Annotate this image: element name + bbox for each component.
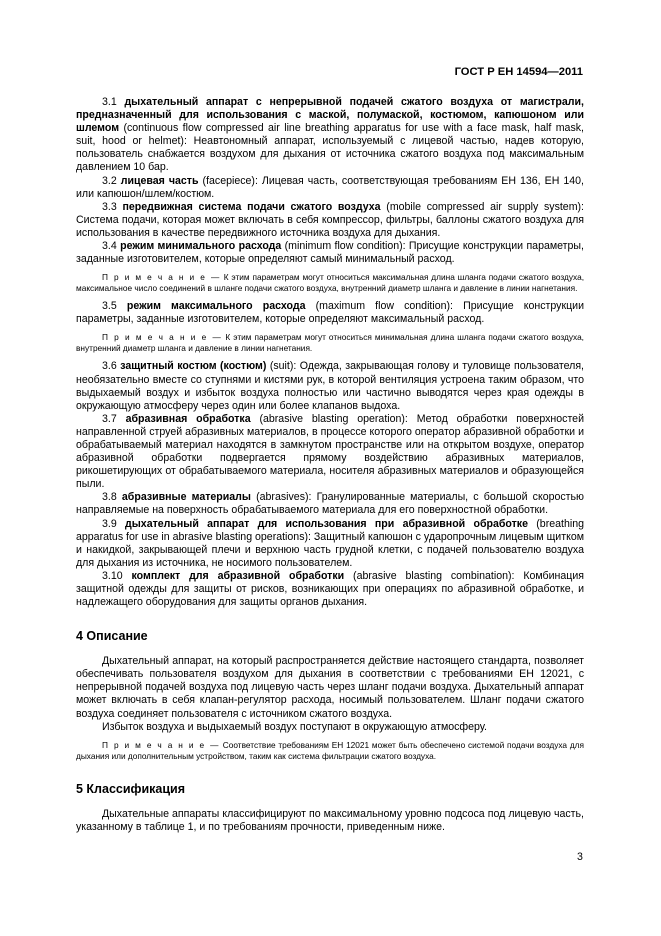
section-4-paragraph-2: Избыток воздуха и выдыхаемый воздух поступают в окружающую атмосферу.	[102, 720, 487, 733]
clause-3-3: 3.3 передвижная система подачи сжатого воздуха (mobile compressed air supply system): Система подачи, которая может включать в себя компрессор, фильтры, баллоны сжатого воздуха для использования в качестве передвижного источника воздуха для дыхания.	[76, 200, 584, 239]
term: передвижная система подачи сжатого воздуха	[122, 200, 381, 213]
term: дыхательный аппарат для использования при абразивной обработке	[125, 517, 528, 530]
clause-3-2: 3.2 лицевая часть (facepiece): Лицевая часть, соответствующая требованиям ЕН 136, ЕН 140, или капюшон/шлем/костюм.	[76, 174, 584, 200]
note-3-4: П р и м е ч а н и е — К этим параметрам могут относиться максимальная длина шланга подачи сжатого воздуха, максимальное число соединений в шланге подачи сжатого воздуха, внутренний диаметр шланга и давление в линии нагнетания.	[76, 272, 585, 294]
term: абразивные материалы	[121, 491, 251, 504]
clause-3-7: 3.7 абразивная обработка (abrasive blasting operation): Метод обработки поверхностей направленной струей абразивных материалов, в процессе которого оператор абразивной обработки и обрабатываемый материал находятся в замкнутом пространстве или на открытом воздухе, оператор абразивной обработки подвергается прямому воздействию абразивных материалов, рикошетирующих от обрабатываемого материала, носителя абразивных материалов и образующейся пыли.	[76, 412, 584, 491]
term: защитный костюм (костюм)	[120, 360, 267, 373]
note-4: П р и м е ч а н и е — Соответствие требованиям ЕН 12021 может быть обеспечено системой подачи воздуха для дыхания или дополнительным устройством, таким как система фильтрации сжатого воздуха.	[76, 739, 584, 761]
clause-3-8: 3.8 абразивные материалы (abrasives): Гранулированные материалы, с большой скоростью направляемые на поверхность обрабатываемого материала для его поверхностной обработки.	[76, 491, 584, 517]
clause-3-10: 3.10 комплект для абразивной обработки (abrasive blasting combination): Комбинация защитной одежды для защиты от рисков, возникающих при операциях по абразивной обработке, и надлежащего оборудования для защиты органов дыхания.	[76, 569, 584, 609]
term: режим максимального расхода	[126, 300, 306, 313]
document-body	[76, 96, 584, 834]
term: абразивная обработка	[125, 412, 251, 425]
clause-3-5: 3.5 режим максимального расхода (maximum flow condition): Присущие конструкции параметры, заданные изготовителем, которые определяют максимальный расход.	[76, 300, 584, 326]
section-5-paragraph-1: Дыхательные аппараты классифицируют по максимальному уровню подсоса под лицевую часть, указанному в таблице 1, и по требованиям прочности, приведенным ниже.	[76, 807, 584, 833]
term: дыхательный аппарат с непрерывной подачей сжатого воздуха от магистрали, предназначенный для использования с маской, полумаской, костюмом, капюшоном или шлемом	[76, 96, 584, 135]
term: комплект для абразивной обработки	[131, 569, 345, 582]
term: лицевая часть	[120, 174, 199, 187]
section-4-title: 4 Описание	[76, 629, 148, 644]
clause-3-1: 3.1 дыхательный аппарат с непрерывной подачей сжатого воздуха от магистрали, предназначенный для использования с маской, полумаской, костюмом, капюшоном или шлемом (continuous flow compressed air line breathing apparatus for use with a face mask, half mask, suit, hood or helmet): Неавтономный аппарат, используемый с лицевой частью, надев которую, пользователь снабжается воздухом для дыхания от источника сжатого воздуха под максимальным давлением 10 бар.	[76, 96, 584, 174]
document-header: ГОСТ Р ЕН 14594—2011	[454, 66, 583, 78]
section-5-title: 5 Классификация	[76, 781, 186, 796]
clause-3-6: 3.6 защитный костюм (костюм) (suit): Одежда, закрывающая голову и туловище пользователя, необязательно вместе со ступнями и кистями рук, в которой вентиляция устроена таким образом, что выдыхаемый воздух и избыток воздуха полностью или частично выводятся через края одежды в окружающую атмосферу через один или более клапанов выдоха.	[76, 360, 585, 412]
note-3-5: П р и м е ч а н и е — К этим параметрам могут относиться минимальная длина шланга подачи сжатого воздуха, внутренний диаметр шланга и давление в линии нагнетания.	[76, 332, 584, 354]
clause-3-4: 3.4 режим минимального расхода (minimum flow condition): Присущие конструкции параметры, заданные изготовителем, которые определяют самый минимальный расход.	[76, 240, 584, 266]
section-4-paragraph-1: Дыхательный аппарат, на который распространяется действие настоящего стандарта, позволяет обеспечивать пользователя воздухом для дыхания в соответствии с требованиями ЕН 12021, с непрерывной подачей воздуха под лицевую часть через шланг подачи воздуха. Дыхательный аппарат может включать в себя клапан-регулятор расхода, носимый пользователем. Шланг подачи сжатого воздуха соединяет пользователя с источником сжатого воздуха.	[76, 655, 584, 720]
term: режим минимального расхода	[120, 240, 282, 253]
clause-3-9: 3.9 дыхательный аппарат для использования при абразивной обработке (breathing apparatus for use in abrasive blasting operations): Защитный капюшон с ударопрочным лицевым щитком и накидкой, закрывающей плечи и верхнюю часть грудной клетки, с подачей пользователю воздуха для дыхания из источника, не носимого пользователем.	[76, 517, 584, 569]
page-number: 3	[577, 851, 583, 863]
